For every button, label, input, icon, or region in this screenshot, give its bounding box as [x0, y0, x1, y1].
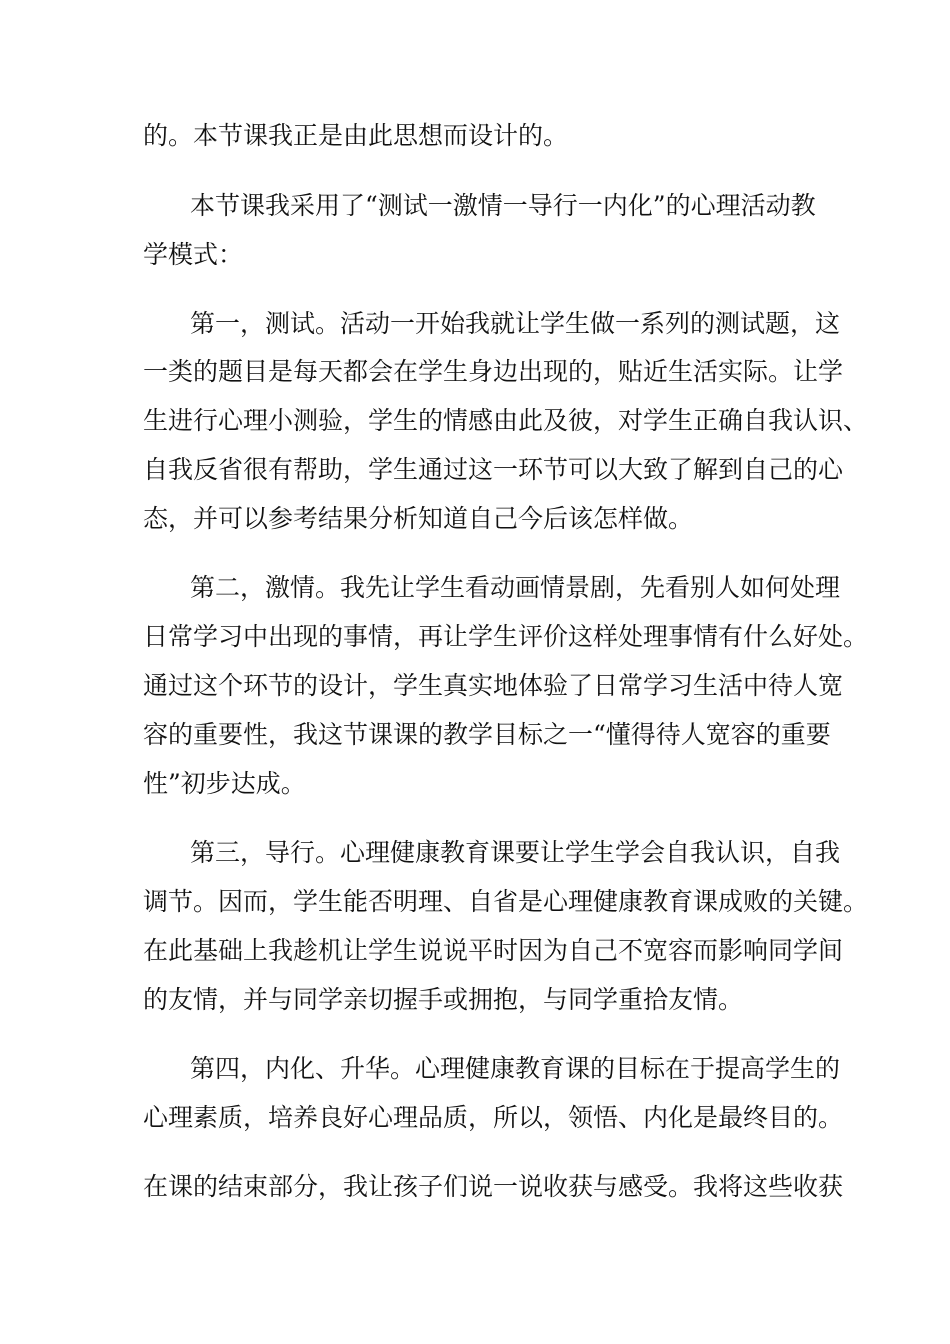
paragraph-line: 的友情，并与同学亲切握手或拥抱，与同学重拾友情。 [143, 985, 744, 1014]
paragraph-line: 自我反省很有帮助，学生通过这一环节可以大致了解到自己的心 [143, 455, 844, 484]
paragraph-line: 第四，内化、升华。心理健康教育课的目标在于提高学生的 [190, 1054, 841, 1083]
paragraph-line: 日常学习中出现的事情，再让学生评价这样处理事情有什么好处。 [143, 622, 869, 651]
paragraph-line: 生进行心理小测验，学生的情感由此及彼，对学生正确自我认识、 [143, 406, 869, 435]
paragraph-line: 学模式： [143, 240, 244, 269]
paragraph-line: 的。本节课我正是由此思想而设计的。 [143, 121, 569, 150]
paragraph-line: 通过这个环节的设计，学生真实地体验了日常学习生活中待人宽 [143, 671, 844, 700]
paragraph-line: 一类的题目是每天都会在学生身边出现的，贴近生活实际。让学 [143, 357, 844, 386]
paragraph-line: 态，并可以参考结果分析知道自己今后该怎样做。 [143, 504, 694, 533]
paragraph-line: 第二，激情。我先让学生看动画情景剧，先看别人如何处理 [190, 573, 841, 602]
paragraph-line: 在课的结束部分，我让孩子们说一说收获与感受。我将这些收获 [143, 1172, 844, 1201]
paragraph-line: 第三，导行。心理健康教育课要让学生学会自我认识，自我 [190, 838, 841, 867]
paragraph-line: 调节。因而，学生能否明理、自省是心理健康教育课成败的关键。 [143, 887, 869, 916]
paragraph-line: 心理素质，培养良好心理品质，所以，领悟、内化是最终目的。 [143, 1103, 844, 1132]
paragraph-line: 第一，测试。活动一开始我就让学生做一系列的测试题，这 [190, 309, 841, 338]
paragraph-line: 性”初步达成。 [143, 769, 306, 798]
paragraph-line: 容的重要性，我这节课课的教学目标之一“懂得待人宽容的重要 [143, 720, 831, 749]
paragraph-line: 本节课我采用了“测试一激情一导行一内化”的心理活动教 [190, 191, 816, 220]
paragraph-line: 在此基础上我趁机让学生说说平时因为自己不宽容而影响同学间 [143, 936, 844, 965]
